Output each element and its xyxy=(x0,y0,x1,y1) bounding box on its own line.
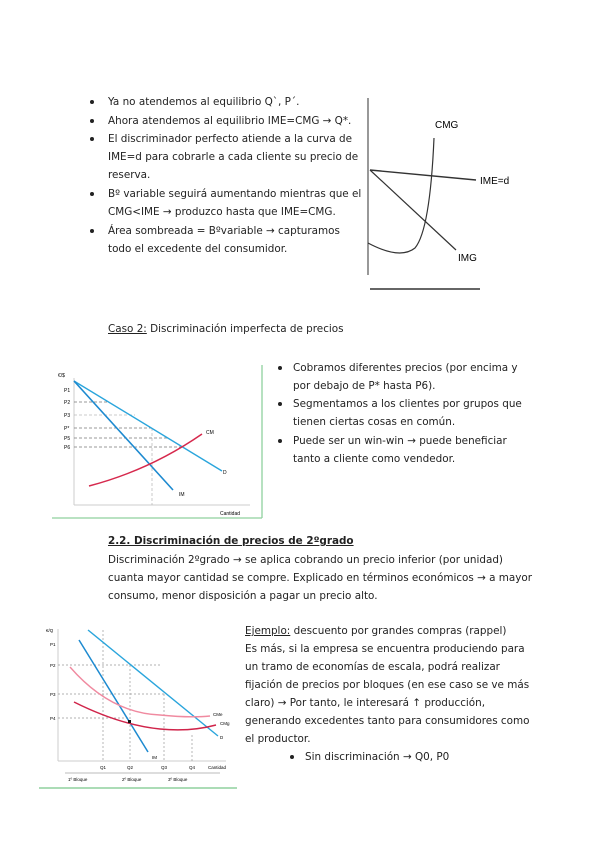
bullet-text: Bº variable seguirá aumentando mientras que el xyxy=(108,188,362,200)
paragraph-line: consumo, menor disposición a pagar un precio alto. xyxy=(108,590,378,602)
q4-label: Q4 xyxy=(189,765,196,770)
text-line: fijación de precios por bloques (en ese caso se ve más xyxy=(245,679,530,691)
bullet-text: El discriminador perfecto atiende a la curva de xyxy=(108,133,352,145)
bullet xyxy=(90,100,94,104)
bullet-text: Área sombreada = Bºvariable → capturamos xyxy=(108,225,340,237)
paragraph-line: Discriminación 2ºgrado → se aplica cobrando un precio inferior (por unidad) xyxy=(108,554,503,566)
p1-label: P1 xyxy=(64,388,71,394)
bullet xyxy=(290,755,294,759)
text-line: claro) → Por tanto, le interesará ↑ producción, xyxy=(245,697,486,709)
x-axis-label: Cantidad xyxy=(220,511,241,517)
bullet-text: CMG<IME → produzco hasta que IME=CMG. xyxy=(108,206,336,218)
d-label: D xyxy=(220,735,224,740)
p6-label: P6 xyxy=(64,445,71,451)
example-text: descuento por grandes compras (rappel) xyxy=(290,625,507,637)
b2-label: 2º Bloque xyxy=(122,777,142,782)
demand-line xyxy=(74,381,222,471)
cmg-curve xyxy=(74,702,216,730)
p2-label: P2 xyxy=(50,663,56,668)
section-heading: 2.2. Discriminación de precios de 2ºgrado xyxy=(108,535,354,547)
bullet-text: Puede ser un win-win → puede beneficiar xyxy=(293,435,507,447)
p4-label: P4 xyxy=(50,716,56,721)
caso2-heading xyxy=(108,320,344,338)
cm-label: CM xyxy=(206,430,214,436)
text-line: un tramo de economías de escala, podrá realizar xyxy=(245,661,500,673)
bullet-text: Ya no atendemos al equilibrio Q`, P´. xyxy=(108,96,300,108)
img-label: IMG xyxy=(458,253,477,264)
text-line: Es más, si la empresa se encuentra produciendo para xyxy=(245,643,525,655)
bullet xyxy=(90,119,94,123)
y-axis-label: €/Q xyxy=(46,628,54,633)
example-label: Ejemplo: xyxy=(245,625,291,637)
b1-label: 1º Bloque xyxy=(68,777,88,782)
ime-label: IME=d xyxy=(480,176,510,187)
im-label: IM xyxy=(152,755,157,760)
caso2-label: Caso 2: xyxy=(108,323,147,335)
bullet-text: todo el excedente del consumidor. xyxy=(108,243,288,255)
bullet xyxy=(90,137,94,141)
bullet-text: Ahora atendemos al equilibrio IME=CMG → Q*. xyxy=(108,115,352,127)
bullet-text: Cobramos diferentes precios (por encima y xyxy=(293,362,518,374)
q1-label: Q1 xyxy=(100,765,107,770)
y-axis-label: €/$ xyxy=(58,373,65,379)
im-line xyxy=(79,640,148,752)
text-line: el productor. xyxy=(245,733,311,745)
im-label: IM xyxy=(179,492,185,498)
x-axis-label: Cantidad xyxy=(208,765,227,770)
d-label: D xyxy=(223,470,227,476)
text-line: generando excedentes tanto para consumidores como xyxy=(245,715,530,727)
cmg-label: CMG xyxy=(435,120,459,131)
b3-label: 3º Bloque xyxy=(168,777,188,782)
q2-label: Q2 xyxy=(127,765,134,770)
cmg-label: CMg xyxy=(220,721,230,726)
bullet xyxy=(278,366,282,370)
paragraph-line: cuanta mayor cantidad se compre. Explicado en términos económicos → a mayor xyxy=(108,572,533,584)
p5-label: P5 xyxy=(64,436,71,442)
bullet xyxy=(90,192,94,196)
p2-label: P2 xyxy=(64,400,71,406)
bullet xyxy=(278,402,282,406)
bullet xyxy=(90,229,94,233)
bullet-text: tienen ciertas cosas en común. xyxy=(293,416,456,428)
bullet-text: por debajo de P* hasta P6). xyxy=(293,380,436,392)
ime-line xyxy=(370,170,476,180)
p1-label: P1 xyxy=(50,642,56,647)
bullet xyxy=(278,439,282,443)
caso2-title: Discriminación imperfecta de precios xyxy=(146,323,344,335)
bullet-text: reserva. xyxy=(108,169,151,181)
im-line xyxy=(74,381,173,490)
demand-line xyxy=(88,630,218,736)
p3-label: P3 xyxy=(50,692,56,697)
bullet-text: IME=d para cobrarle a cada cliente su precio de xyxy=(108,151,359,163)
q3-label: Q3 xyxy=(161,765,168,770)
figure-perfect-discrimination xyxy=(360,90,525,305)
figure-imperfect-discrimination xyxy=(40,350,270,522)
figure-block-pricing xyxy=(30,615,245,795)
p3-label: P3 xyxy=(64,413,71,419)
img-line xyxy=(370,170,456,250)
bullet-text: tanto a cliente como vendedor. xyxy=(293,453,456,465)
p4-label: P* xyxy=(64,426,70,432)
bullet-text: Segmentamos a los clientes por grupos que xyxy=(293,398,522,410)
cmg-curve xyxy=(368,138,434,253)
example-line xyxy=(245,622,506,640)
bullet-text: Sin discriminación → Q0, P0 xyxy=(305,751,450,763)
cme-label: CMe xyxy=(213,712,223,717)
